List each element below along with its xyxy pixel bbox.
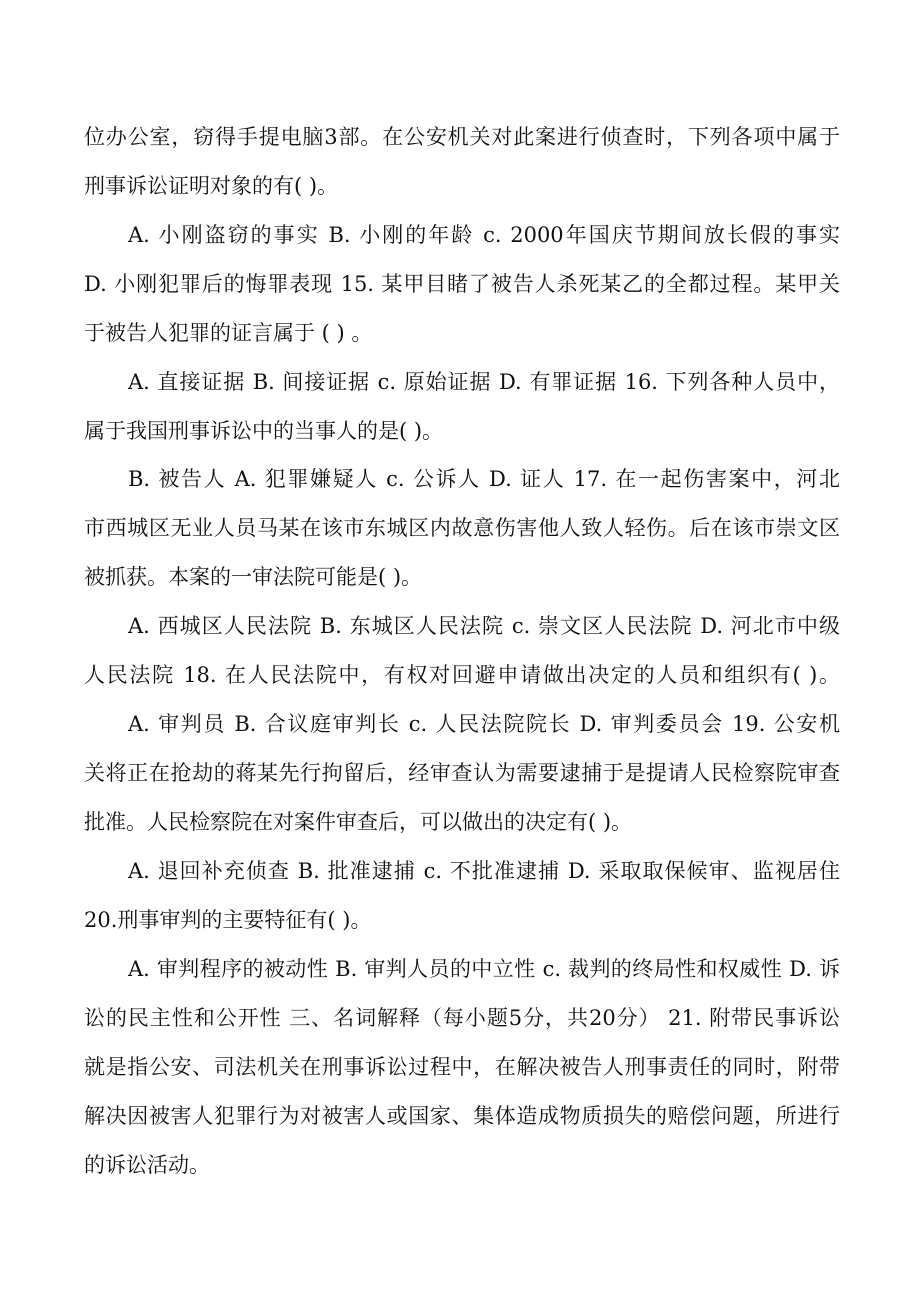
text-line: A. 退回补充侦查 B. 批准逮捕 c. 不批准逮捕 D. 采取取保候审、监视居住 <box>128 859 840 883</box>
text-line: 20.刑事审判的主要特征有( )。 <box>84 908 372 932</box>
text-line: A. 小刚盗窃的事实 B. 小刚的年龄 c. 2000年国庆节期间放长假的事实 <box>128 223 840 247</box>
text-line: 关将正在抢劫的蒋某先行拘留后，经审查认为需要逮捕于是提请人民检察院审查 <box>84 761 840 785</box>
text-line: 于被告人犯罪的证言属于 ( ) 。 <box>84 321 373 345</box>
text-line: 被抓获。本案的一审法院可能是( )。 <box>84 565 423 589</box>
text-line: A. 审判程序的被动性 B. 审判人员的中立性 c. 裁判的终局性和权威性 D. 诉 <box>128 957 840 981</box>
text-line: 解决因被害人犯罪行为对被害人或国家、集体造成物质损失的赔偿问题，所进行 <box>84 1104 840 1128</box>
text-line: 就是指公安、司法机关在刑事诉讼过程中，在解决被告人刑事责任的同时，附带 <box>84 1055 840 1079</box>
text-line: 属于我国刑事诉讼中的当事人的是( )。 <box>84 419 444 443</box>
text-line: 位办公室，窃得手提电脑3部。在公安机关对此案进行侦查时，下列各项中属于 <box>84 125 840 149</box>
text-line: 人民法院 18. 在人民法院中，有权对回避申请做出决定的人员和组织有( )。 <box>84 663 840 687</box>
text-line: A. 直接证据 B. 间接证据 c. 原始证据 D. 有罪证据 16. 下列各种人员中， <box>128 370 840 394</box>
text-line: 刑事诉讼证明对象的有( )。 <box>84 174 339 198</box>
text-line: A. 西城区人民法院 B. 东城区人民法院 c. 崇文区人民法院 D. 河北市中级 <box>128 614 840 638</box>
text-line: 批准。人民检察院在对案件审查后，可以做出的决定有( )。 <box>84 810 633 834</box>
text-line: D. 小刚犯罪后的悔罪表现 15. 某甲目睹了被告人杀死某乙的全都过程。某甲关 <box>84 272 840 296</box>
text-line: B. 被告人 A. 犯罪嫌疑人 c. 公诉人 D. 证人 17. 在一起伤害案中，河北 <box>128 467 840 491</box>
text-line: A. 审判员 B. 合议庭审判长 c. 人民法院院长 D. 审判委员会 19. 公安机 <box>128 712 840 736</box>
text-line: 市西城区无业人员马某在该市东城区内故意伤害他人致人轻伤。后在该市崇文区 <box>84 516 840 540</box>
text-line: 的诉讼活动。 <box>84 1153 210 1177</box>
text-line: 讼的民主性和公开性 三、名词解释（每小题5分，共20分） 21. 附带民事诉讼 <box>84 1006 840 1030</box>
